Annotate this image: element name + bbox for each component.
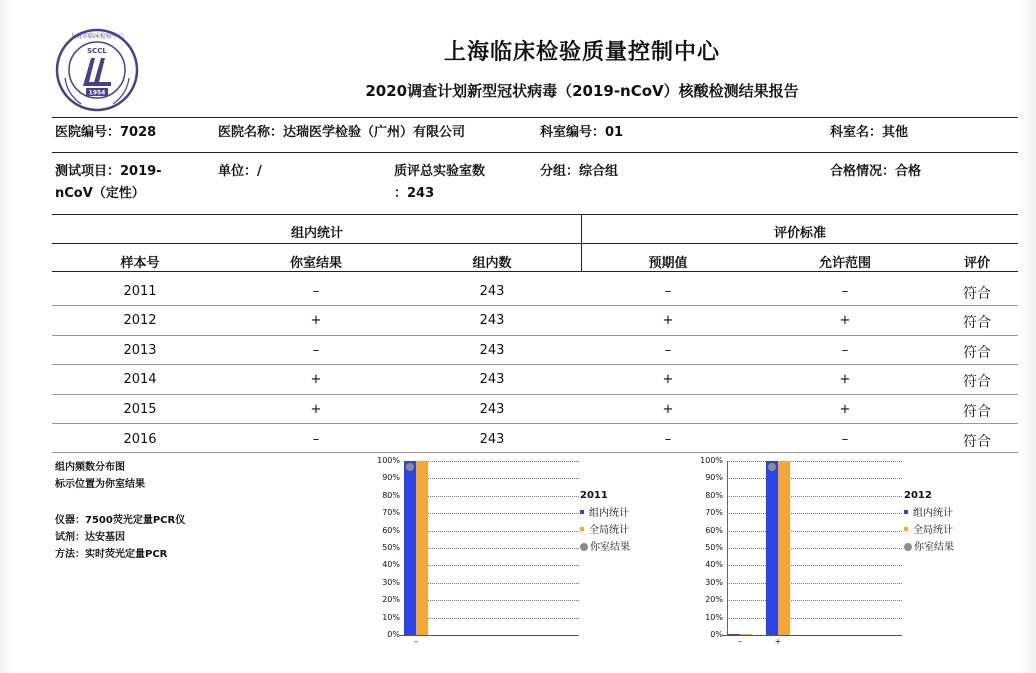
- gridline: [727, 565, 902, 566]
- y-tick-label: 80%: [705, 490, 723, 500]
- legend-item: [904, 538, 954, 553]
- legend-label: 你室结果: [590, 542, 630, 553]
- reagent: 试剂：达安基因: [55, 532, 125, 543]
- expected-value: +: [662, 372, 674, 387]
- svg-text:SCCL: SCCL: [87, 47, 107, 55]
- y-tick-label: 20%: [705, 595, 723, 605]
- y-tick-label: 100%: [700, 456, 723, 465]
- allowed-range: –: [841, 432, 849, 447]
- test-item-line1: 测试项目：2019-: [55, 164, 162, 179]
- your-result: +: [310, 402, 322, 417]
- bar-global: [416, 461, 428, 635]
- group-count: 243: [479, 284, 505, 299]
- gridline: [727, 478, 902, 479]
- col-header-expected: 预期值: [648, 256, 688, 271]
- legend-label: 组内统计: [589, 508, 629, 519]
- col-header-evaluation: 评价: [963, 256, 991, 271]
- allowed-range: –: [841, 343, 849, 358]
- method-notes: [55, 512, 185, 563]
- legend-item: [580, 504, 629, 519]
- frequency-chart-2011: [378, 453, 678, 653]
- dept-name: 科室名：其他: [830, 125, 909, 140]
- evaluation: 符合: [963, 315, 991, 331]
- chart-title: 2012: [904, 490, 932, 501]
- gridline: [727, 548, 902, 549]
- sample-id: 2013: [123, 343, 157, 358]
- group-count: 243: [479, 343, 505, 358]
- group-count: 243: [479, 402, 505, 417]
- evaluation: 符合: [963, 404, 991, 420]
- x-category-label: +: [774, 637, 782, 646]
- col-header-group-count: 组内数: [472, 256, 512, 271]
- note-line1: 组内频数分布图: [55, 462, 125, 473]
- y-tick-label: 100%: [377, 456, 400, 465]
- y-tick-label: 20%: [382, 595, 400, 605]
- y-tick-label: 80%: [382, 490, 400, 500]
- qualified-status: 合格情况：合格: [830, 164, 922, 179]
- expected-value: +: [662, 402, 674, 417]
- total-labs-line2: ：243: [394, 186, 435, 201]
- chart-title: 2011: [580, 490, 608, 501]
- y-tick-label: 0%: [387, 630, 400, 639]
- legend-item: [904, 504, 953, 519]
- chart-notes: [55, 459, 145, 493]
- divider: [52, 243, 1018, 244]
- gridline: [404, 478, 579, 479]
- gridline: [404, 565, 579, 566]
- col-header-your-result: 你室结果: [289, 256, 343, 271]
- y-tick-label: 30%: [705, 577, 723, 587]
- bar-group: [404, 461, 416, 635]
- gridline: [404, 600, 579, 601]
- gridline: [727, 600, 902, 601]
- legend-swatch: [904, 527, 908, 531]
- legend-swatch: [580, 510, 584, 514]
- gridline: [727, 618, 902, 619]
- legend-swatch: [904, 543, 912, 551]
- y-tick-label: 40%: [705, 560, 723, 570]
- legend-swatch: [580, 527, 584, 531]
- gridline: [404, 583, 579, 584]
- eval-criteria-header: 评价标准: [773, 226, 827, 241]
- row-divider: [52, 394, 1018, 395]
- your-result: –: [312, 343, 320, 358]
- y-tick-label: 50%: [705, 543, 723, 552]
- your-result: +: [310, 313, 322, 328]
- allowed-range: +: [839, 402, 851, 417]
- bar-group: [728, 634, 740, 635]
- table-top-border: [52, 214, 1018, 215]
- legend-label: 全局统计: [589, 525, 629, 536]
- gridline: [727, 583, 902, 584]
- svg-text:上海市临床检验中心: 上海市临床检验中心: [69, 33, 125, 40]
- expected-value: –: [664, 432, 672, 447]
- gridline: [404, 513, 579, 514]
- y-axis: [727, 461, 728, 635]
- method: 方法：实时荧光定量PCR: [55, 549, 168, 560]
- gridline: [404, 531, 579, 532]
- y-tick-label: 0%: [710, 630, 723, 639]
- y-tick-label: 10%: [382, 612, 400, 622]
- bar-global: [778, 461, 790, 635]
- y-tick-label: 70%: [382, 508, 400, 518]
- group-count: 243: [479, 432, 505, 447]
- y-tick-label: 10%: [705, 612, 723, 622]
- legend-item: [904, 521, 953, 536]
- test-item: [55, 161, 162, 205]
- your-result: +: [310, 372, 322, 387]
- group-count: 243: [479, 313, 505, 328]
- group: 分组：综合组: [540, 164, 619, 179]
- sample-id: 2015: [123, 402, 157, 417]
- evaluation: 符合: [963, 374, 991, 390]
- hospital-id: 医院编号：7028: [55, 125, 157, 140]
- divider: [52, 117, 1018, 118]
- instrument: 仪器：7500荧光定量PCR仪: [55, 515, 186, 526]
- y-tick-label: 60%: [382, 525, 400, 535]
- evaluation: 符合: [963, 286, 991, 302]
- allowed-range: +: [839, 313, 851, 328]
- test-item-line2: nCoV（定性）: [55, 186, 145, 201]
- divider: [52, 152, 1018, 153]
- gridline: [404, 618, 579, 619]
- legend-label: 全局统计: [913, 525, 953, 536]
- x-category-label: –: [414, 637, 418, 646]
- col-header-allowed-range: 允许范围: [818, 256, 872, 271]
- gridline: [727, 461, 902, 462]
- gridline: [727, 496, 902, 497]
- gridline: [404, 461, 579, 462]
- sample-id: 2012: [123, 313, 157, 328]
- row-divider: [52, 335, 1018, 336]
- col-header-sample: 样本号: [120, 256, 160, 271]
- gridline: [404, 548, 579, 549]
- y-tick-label: 60%: [705, 525, 723, 535]
- total-labs: [394, 161, 485, 205]
- legend-label: 你室结果: [914, 542, 954, 553]
- your-result: –: [312, 284, 320, 299]
- gridline: [727, 513, 902, 514]
- row-divider: [52, 423, 1018, 424]
- y-tick-label: 30%: [382, 577, 400, 587]
- expected-value: –: [664, 284, 672, 299]
- sample-id: 2011: [123, 284, 157, 299]
- x-category-label: –: [738, 637, 742, 646]
- bar-group: [766, 461, 778, 635]
- your-result-marker: [768, 463, 776, 471]
- sample-id: 2014: [123, 372, 157, 387]
- y-tick-label: 50%: [382, 543, 400, 552]
- expected-value: –: [664, 343, 672, 358]
- evaluation: 符合: [963, 434, 991, 450]
- x-axis: [723, 635, 902, 636]
- your-result: –: [312, 432, 320, 447]
- legend-swatch: [904, 510, 908, 514]
- report-title: 上海临床检验质量控制中心: [443, 40, 720, 65]
- gridline: [404, 496, 579, 497]
- y-tick-label: 40%: [382, 560, 400, 570]
- x-axis: [400, 635, 579, 636]
- legend-swatch: [580, 543, 588, 551]
- legend-item: [580, 521, 629, 536]
- dept-id: 科室编号：01: [540, 125, 624, 140]
- your-result-marker: [406, 463, 414, 471]
- expected-value: +: [662, 313, 674, 328]
- legend-item: [580, 538, 630, 553]
- row-divider: [52, 364, 1018, 365]
- frequency-chart-2012: [700, 453, 1000, 653]
- svg-text:1954: 1954: [88, 89, 106, 97]
- sample-id: 2016: [123, 432, 157, 447]
- bar-global: [740, 634, 752, 635]
- y-tick-label: 70%: [705, 508, 723, 518]
- row-divider: [52, 305, 1018, 306]
- hospital-name: 医院名称：达瑞医学检验（广州）有限公司: [218, 125, 466, 140]
- legend-label: 组内统计: [913, 508, 953, 519]
- allowed-range: +: [839, 372, 851, 387]
- divider: [52, 271, 1018, 272]
- gridline: [727, 531, 902, 532]
- group-stats-header: 组内统计: [290, 226, 344, 241]
- evaluation: 符合: [963, 345, 991, 361]
- y-tick-label: 90%: [382, 473, 400, 483]
- unit: 单位：/: [218, 164, 262, 179]
- note-line2: 标示位置为你室结果: [55, 479, 145, 490]
- group-count: 243: [479, 372, 505, 387]
- allowed-range: –: [841, 284, 849, 299]
- y-tick-label: 90%: [705, 473, 723, 483]
- total-labs-line1: 质评总实验室数: [394, 164, 486, 179]
- report-subtitle: 2020调查计划新型冠状病毒（2019-nCoV）核酸检测结果报告: [365, 82, 799, 100]
